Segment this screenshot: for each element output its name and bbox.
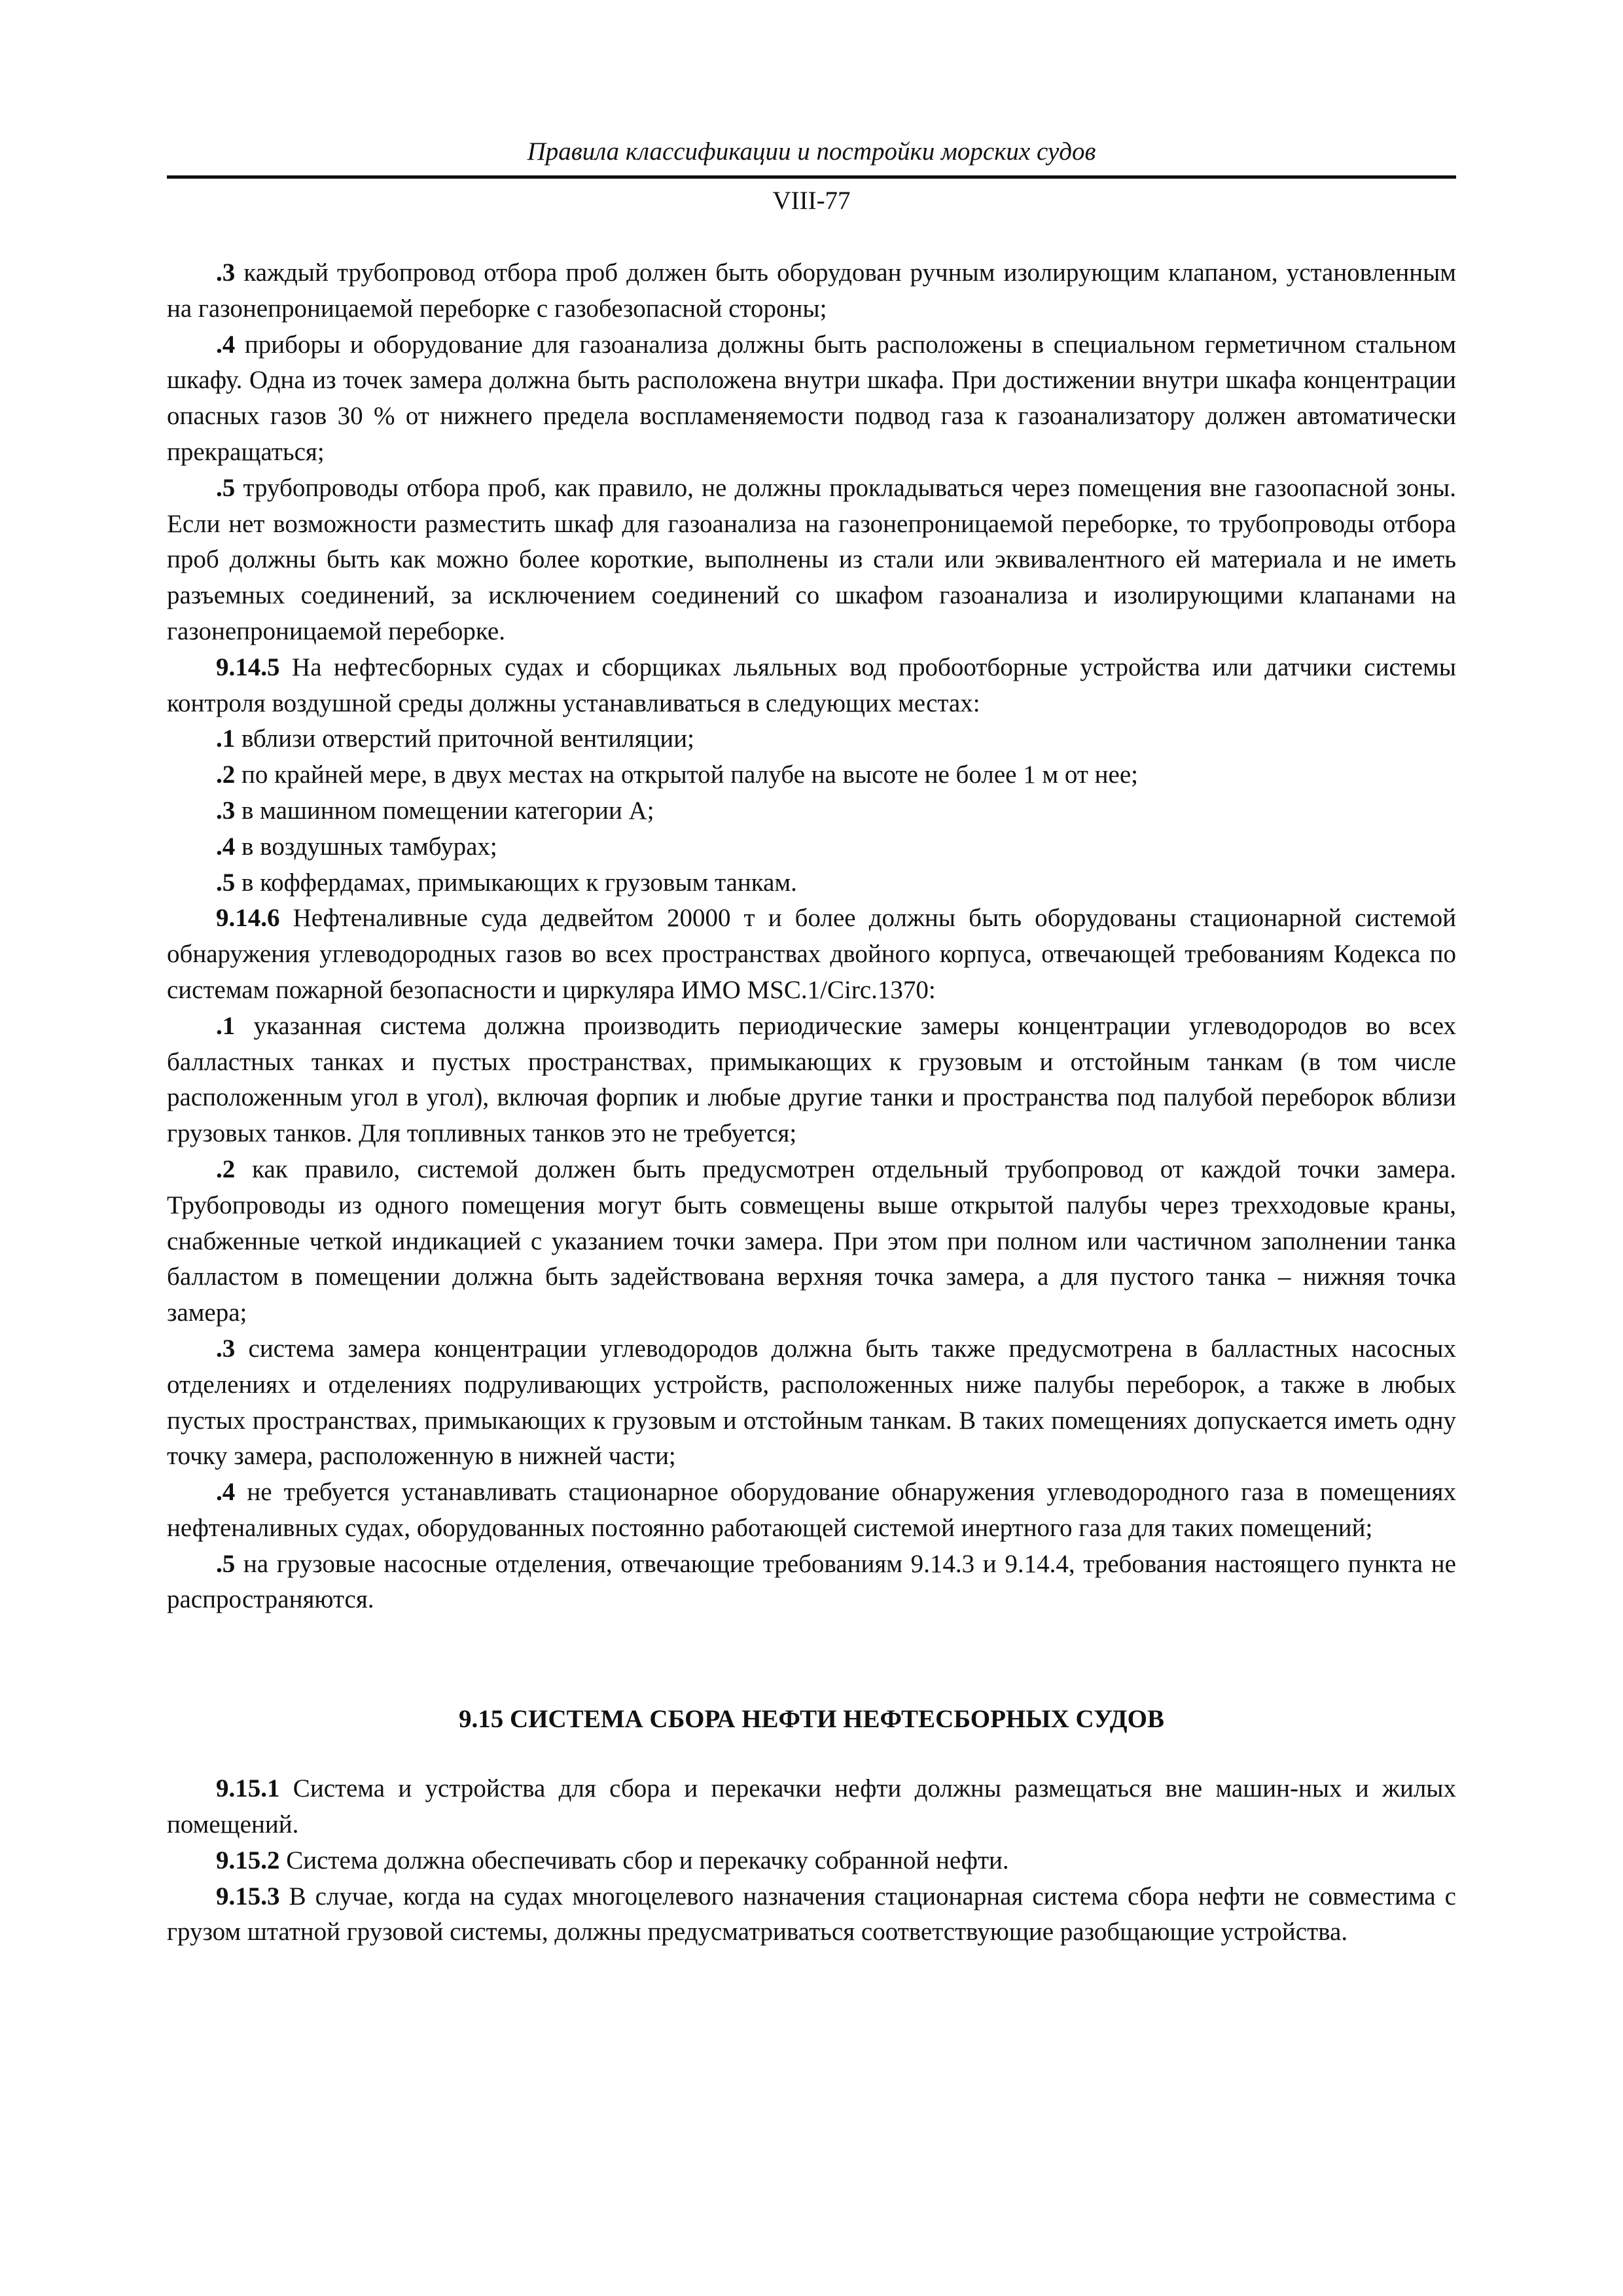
paragraph-text: не требуется устанавливать стационарное оборудование обнаружения углеводородного газа в помещениях нефтеналивных судах, оборудованных постоянно работающей системой инертного газа для таких помещений; <box>167 1478 1456 1542</box>
paragraph <box>167 1475 1456 1547</box>
header-rule <box>167 175 1456 179</box>
paragraph-text: в машинном помещении категории А; <box>235 796 654 825</box>
list-item <box>167 865 1456 901</box>
paragraph-text: система замера концентрации углеводородов должна быть также предусмотрена в балластных насосных отделениях и отделениях подруливающих устройств, расположенных ниже палубы переборок, а также в любых пустых пространствах, примыкающих к грузовым и отстойным танкам. В таких помещениях допускается иметь одну точку замера, расположенную в нижней части; <box>167 1334 1456 1471</box>
running-header: Правила классификации и постройки морских судов <box>527 137 1096 166</box>
item-number: .2 <box>216 1155 236 1183</box>
item-number: .1 <box>216 725 236 753</box>
paragraph <box>167 1152 1456 1331</box>
paragraph-text: на грузовые насосные отделения, отвечающие требованиям 9.14.3 и 9.14.4, требования настоящего пункта не распространяются. <box>167 1549 1456 1614</box>
item-number: .3 <box>216 1334 236 1363</box>
item-number: .5 <box>216 868 236 897</box>
paragraph-text: Система и устройства для сбора и перекачки нефти должны размещаться вне машин-ных и жилых помещений. <box>167 1774 1456 1839</box>
body-text <box>167 255 1456 1950</box>
item-number: .5 <box>216 1549 236 1578</box>
paragraph-text: трубопроводы отбора проб, как правило, не должны прокладываться через помещения вне газоопасной зоны. Если нет возможности разместить шкаф для газоанализа на газонепроницаемой переборке, то трубопроводы отбора проб должны быть как можно более короткие, выполнены из стали или эквивалентного ей материала и не иметь разъемных соединений, за исключением соединений со шкафом газоанализа и изолирующими клапанами на газонепроницаемой переборке. <box>167 473 1456 645</box>
paragraph <box>167 1009 1456 1152</box>
item-number: .3 <box>216 259 236 287</box>
item-number: .4 <box>216 1478 236 1507</box>
item-number: .2 <box>216 761 236 789</box>
paragraph-text: Система должна обеспечивать сбор и перекачку собранной нефти. <box>279 1846 1009 1874</box>
paragraph-text: в воздушных тамбурах; <box>235 832 497 861</box>
clause <box>167 1843 1456 1879</box>
section-title: 9.15 СИСТЕМА СБОРА НЕФТИ НЕФТЕСБОРНЫХ СУДОВ <box>459 1705 1164 1734</box>
paragraph-text: вблизи отверстий приточной вентиляции; <box>235 725 695 753</box>
paragraph-text: в коффердамах, примыкающих к грузовым танкам. <box>235 868 797 897</box>
paragraph <box>167 471 1456 650</box>
paragraph <box>167 1547 1456 1619</box>
list-item <box>167 721 1456 757</box>
paragraph-text: указанная система должна производить периодические замеры концентрации углеводородов во всех балластных танках и пустых пространствах, примыкающих к грузовым и отстойным танкам (в том числе расположенным угол в угол), включая форпик и любые другие танки и пространства под палубой переборок вблизи грузовых танков. Для топливных танков это не требуется; <box>167 1011 1456 1148</box>
item-number: .5 <box>216 473 236 502</box>
clause-number: 9.15.1 <box>216 1774 280 1803</box>
paragraph-text: В случае, когда на судах многоцелевого назначения стационарная система сбора нефти не совместима с грузом штатной грузовой системы, должны предусматриваться соответствующие разобщающие устройства. <box>167 1882 1456 1946</box>
paragraph <box>167 327 1456 471</box>
paragraph-text: по крайней мере, в двух местах на открытой палубе на высоте не более 1 м от нее; <box>235 761 1138 789</box>
paragraph <box>167 1331 1456 1475</box>
paragraph-text: каждый трубопровод отбора проб должен быть оборудован ручным изолирующим клапаном, установленным на газонепроницаемой переборке с газобезопасной стороны; <box>167 259 1456 323</box>
paragraph-text: На нефтесборных судах и сборщиках льяльных вод пробоотборные устройства или датчики системы контроля воздушной среды должны устанавливаться в следующих местах: <box>167 653 1456 717</box>
paragraph-text: как правило, системой должен быть предусмотрен отдельный трубопровод от каждой точки замера. Трубопроводы из одного помещения могут быть совмещены выше открытой палубы через трехходовые краны, снабженные четкой индикацией с указанием точки замера. При этом при полном или частичном заполнении танка балластом в помещении должна быть задействована верхняя точка замера, а для пустого танка – нижняя точка замера; <box>167 1155 1456 1327</box>
paragraph <box>167 255 1456 327</box>
clause-number: 9.15.3 <box>216 1882 280 1910</box>
clause <box>167 650 1456 722</box>
clause <box>167 1879 1456 1951</box>
clause <box>167 901 1456 1008</box>
list-item <box>167 829 1456 865</box>
clause-number: 9.14.6 <box>216 904 280 933</box>
item-number: .4 <box>216 330 236 359</box>
list-item <box>167 793 1456 829</box>
paragraph-text: Нефтеналивные суда дедвейтом 20000 т и более должны быть оборудованы стационарной системой обнаружения углеводородных газов во всех пространствах двойного корпуса, отвечающей требованиям Кодекса по системам пожарной безопасности и циркуляра ИМО MSC.1/Circ.1370: <box>167 904 1456 1004</box>
item-number: .4 <box>216 832 236 861</box>
list-item <box>167 757 1456 793</box>
clause-number: 9.15.2 <box>216 1846 280 1874</box>
clause <box>167 1771 1456 1843</box>
item-number: .1 <box>216 1011 236 1040</box>
clause-number: 9.14.5 <box>216 653 280 681</box>
item-number: .3 <box>216 796 236 825</box>
paragraph-text: приборы и оборудование для газоанализа должны быть расположены в специальном герметичном стальном шкафу. Одна из точек замера должна быть расположена внутри шкафа. При достижении внутри шкафа концентрации опасных газов 30 % от нижнего предела воспламеняемости подвод газа к газоанализатору должен автоматически прекращаться; <box>167 330 1456 466</box>
page-number: VIII-77 <box>772 187 851 215</box>
